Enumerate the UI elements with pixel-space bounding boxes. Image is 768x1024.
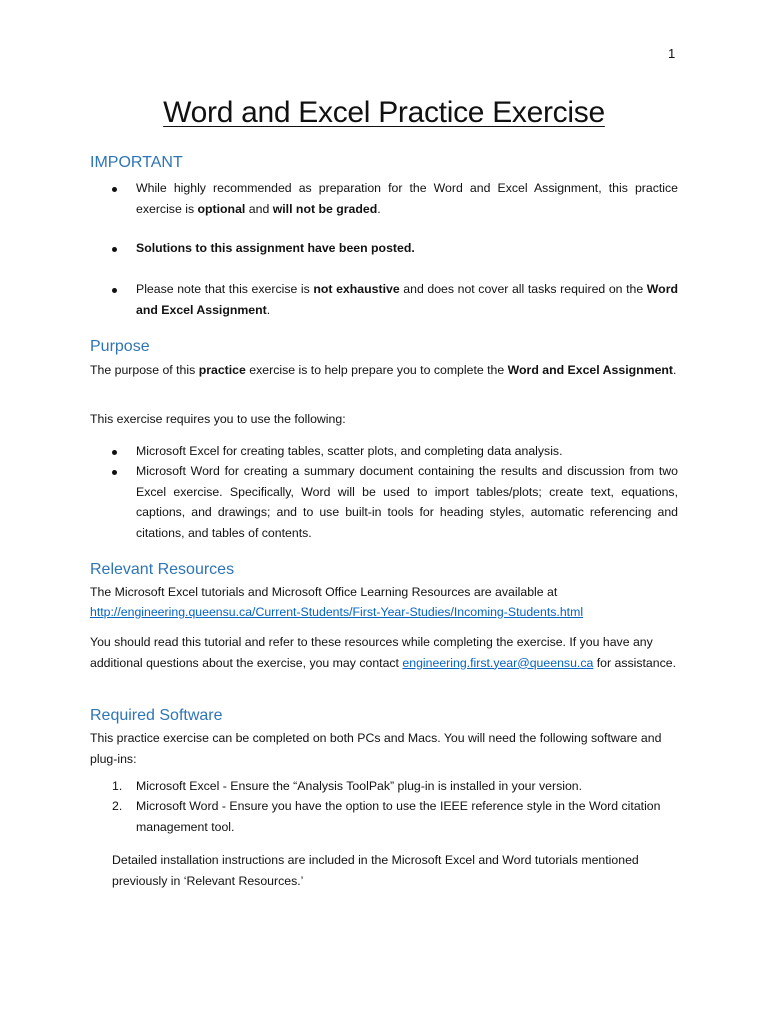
page-number: 1 [668, 46, 676, 61]
heading-relevant-resources: Relevant Resources [90, 561, 235, 578]
purpose-bullet-excel: Microsoft Excel for creating tables, scatter plots, and completing data analysis. [112, 441, 678, 462]
software-item-2: 2. Microsoft Word - Ensure you have the option to use the IEEE reference style in the Word citation management tool. [112, 799, 661, 834]
document-title: Word and Excel Practice Exercise [163, 96, 605, 129]
heading-required-software: Required Software [90, 707, 223, 724]
software-intro: This practice exercise can be completed on both PCs and Macs. You will need the following software and plug-ins: [90, 731, 662, 766]
contact-email-link[interactable]: engineering.first.year@queensu.ca [402, 655, 594, 670]
resources-url-link[interactable]: http://engineering.queensu.ca/Current-Students/First-Year-Studies/Incoming-Students.html [90, 605, 584, 619]
bullet-icon [112, 288, 117, 293]
bullet-icon [112, 450, 117, 455]
bullet-icon [112, 187, 117, 192]
resources-line: The Microsoft Excel tutorials and Microsoft Office Learning Resources are available at [90, 585, 558, 599]
resources-contact-paragraph: You should read this tutorial and refer to these resources while completing the exercise. If you have any additional questions about the exercise, you may contact engineering.first.year@queensu.ca for assistance. [90, 635, 677, 670]
important-bullet-2: Solutions to this assignment have been posted. [112, 238, 678, 259]
purpose-paragraph: The purpose of this practice exercise is to help prepare you to complete the Word and Excel Assignment. [90, 363, 677, 377]
important-bullet-3: Please note that this exercise is not exhaustive and does not cover all tasks required on the Word and Excel Assignment. [112, 279, 678, 320]
software-item-1: 1. Microsoft Excel - Ensure the “Analysis ToolPak” plug-in is installed in your version. [112, 779, 583, 793]
bullet-icon [112, 247, 117, 252]
purpose-bullet-word: Microsoft Word for creating a summary document containing the results and discussion from two Excel exercise. Specifically, Word will be used to import tables/plots; create text, equations, captions, and drawings; and to use built-in tools for heading styles, automatic referencing and citations, and tables of contents. [112, 461, 678, 543]
heading-purpose: Purpose [90, 338, 150, 355]
heading-important: IMPORTANT [90, 154, 183, 171]
purpose-requirements-intro: This exercise requires you to use the following: [90, 412, 346, 426]
resources-url-line [90, 602, 678, 623]
important-bullet-1: While highly recommended as preparation for the Word and Excel Assignment, this practice exercise is optional and will not be graded. [112, 178, 678, 219]
installation-note: Detailed installation instructions are included in the Microsoft Excel and Word tutorials mentioned previously in ‘Relevant Resources.’ [112, 853, 639, 888]
bullet-icon [112, 470, 117, 475]
